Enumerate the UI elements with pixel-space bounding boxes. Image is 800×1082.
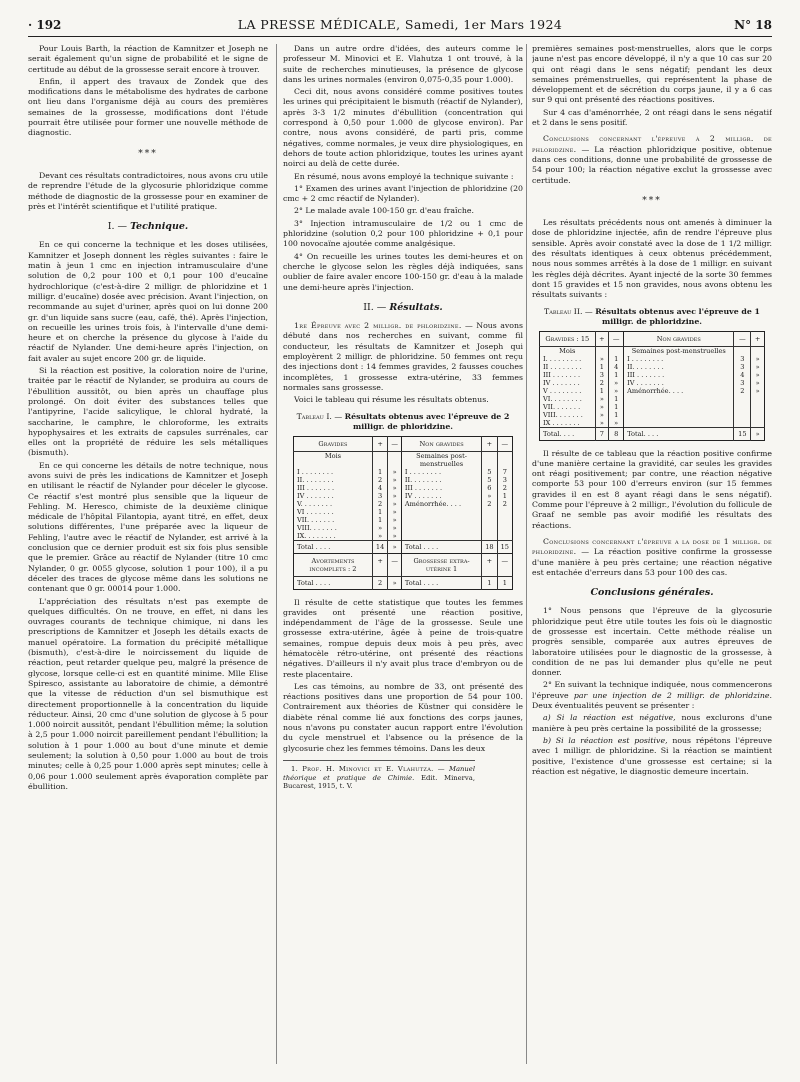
table-cell: 2 [372, 476, 387, 484]
table-cell [751, 411, 765, 419]
table-cell: 1 [609, 371, 624, 379]
paragraph: L'appréciation des résultats n'est pas exempte de quelques difficultés. On ne trouve, en effet, ni dans les ouvrages courants de technique chimique, ni dans les prescriptions de Kamnitzer et Joseph les détails exacts de manuel opératoire. La formation du précipité métallique (bismuth), c'est-à-dire le noircissement du liquide de réaction, peut retarder quelque peu, malgré la présence de glycose, lorsque celle-ci est en quantité minime. Mlle Elise Spiresco, assistante au laboratoire de chimie, a démontré que la vitesse de réduction d'un sel bismuthique est directement proportionnelle à la concentration du liquide réducteur. Ainsi, 20 cmc d'une solution de glycose à 5 pour 1.000 noircit aussitôt, pendant l'ébullition même; la solution à 2,5 pour 1.000 noircit pareillement pendant l'ébullition; la solution à 1 pour 1.000 au bout d'une minute et demie seulement; la solution à 0,50 pour 1.000 au bout de trois minutes; celle à 0,25 pour 1.000 après sept minutes; celle à 0,06 pour 1.000 seulement après évaporation complète par ébullition. [28, 596, 268, 791]
table-cell [624, 395, 734, 403]
paragraph: En ce qui concerne la technique et les doses utilisées, Kamnitzer et Joseph donnent les règles suivantes : faire le matin à jeun 1 cmc en injection intramusculaire d'une solution de 0,2 pour 100 et 0,1 pour 100 d'eucaïne hydrochlorique (c'est-à-dire 2 milligr. de phloridzine et 1 milligr. d'eucaïne) dosée avec précision. Avant l'injection, on recommande au sujet d'uriner, après quoi on lui donne 200 gr. d'un liquide sans sucre (eau, café, thé). Après l'injection, on recueille les urines trois fois, à l'intervalle d'une demi-heure et on cherche la présence du glycose à l'aide du réactif de Nylander. Une demi-heure après l'injection, on fait avaler au sujet encore 200 gr. de liquide. [28, 240, 268, 363]
table-cell: » [609, 379, 624, 387]
table-cell: II. . . . . . . . [624, 363, 734, 371]
table-row [294, 524, 513, 532]
table-row [294, 492, 513, 500]
column-rule-2 [526, 44, 527, 1064]
table-cell: IV . . . . . . . [624, 379, 734, 387]
footnote: 1. Prof. H. Minovici et E. Vlahutza. — Manuel théorique et pratique de Chimie. Edit. Minerva, Bucarest, 1915, t. V. [283, 760, 475, 791]
table-cell: 3 [734, 379, 751, 387]
section-heading-resultats: II. — Résultats. [363, 301, 443, 313]
journal-title: LA PRESSE MÉDICALE, Samedi, 1er Mars 1924 [237, 17, 563, 32]
paragraph: Pour Louis Barth, la réaction de Kamnitzer et Joseph ne serait également qu'un signe de probabilité et le signe de certitude au début de la grossesse serait encore à trouver. [28, 44, 268, 74]
table-cell: » [595, 411, 609, 419]
table-cell: » [388, 516, 402, 524]
table-row [540, 387, 765, 395]
paragraph: Dans un autre ordre d'idées, des auteurs comme le professeur M. Minovici et E. Vlahutza 1 ont trouvé, à la suite de recherches minutieuses, la présence de glycose dans les urines normales (environ 0,075-0,35 pour 1.000). [283, 44, 523, 84]
table-row [294, 476, 513, 484]
table-cell: » [595, 355, 609, 363]
table-cell: IV . . . . . . . [543, 378, 580, 387]
table-cell: 2 [482, 500, 497, 508]
table-cell: » [751, 371, 765, 379]
table-cell: I . . . . . . . . [297, 467, 334, 476]
table-cell: » [388, 492, 402, 500]
paragraph: En résumé, nous avons employé la technique suivante : [294, 171, 514, 181]
paragraph: 1re Épreuve avec 2 milligr. de phloridzine. — Nous avons débuté dans nos recherches en suivant, comme fil conducteur, les résultats de Kamnitzer et Joseph qui employèrent 2 milligr. de phloridzine. 50 femmes ont reçu des injections dont : 14 femmes gravides, 2 fausses couches incomplètes, 1 grossesse extra-utérine, 33 femmes normales sans grossesse. [283, 321, 523, 392]
table-cell [401, 524, 481, 532]
table-2-caption: Tableau II. — Résultats obtenus avec l'épreuve de 1 milligr. de phloridzine. [544, 306, 760, 326]
table-cell: 1 [372, 516, 387, 524]
table-cell: Aménorrhée. . . . [624, 387, 734, 395]
table-cell: VII. . . . . . . [297, 515, 335, 524]
table-cell: » [595, 419, 609, 428]
table-cell: 5 [482, 468, 497, 476]
table-cell [624, 419, 734, 428]
table-cell: » [388, 532, 402, 541]
column-1 [28, 44, 268, 1072]
table-2: Gravides : 15 + — Non gravides — + Mois Semaines post-menstruelles I. . . . . . . . . » 1 I . . . . . . . . 3 » II . . . . . . . . 1 4 II. . . . . . . . 3 » III . . . . . . . 3 1 III . . . . . . . 4 » IV . . . . . . . 2 » IV . . . . . . . 3 » V . . . . . . . . 1 » Aménorrhée. . . . 2 » VI. . . . . . . . » 1 VII. . . . . . . » 1 VIII. . . . . . . » 1 IX . . . . . . . » » Total. . . . 7 8 Total. . . . 15 » [539, 331, 765, 441]
table-cell: » [609, 387, 624, 395]
table-cell: 3 [497, 476, 512, 484]
table-cell: 2 [734, 387, 751, 395]
table-cell [734, 411, 751, 419]
technique-step: 4° On recueille les urines toutes les demi-heures et on cherche le glycose selon les règles déjà indiquées, sans oublier de faire avaler encore 100-150 gr. d'eau à la malade une demi-heure après l'injection. [283, 251, 523, 292]
table-cell [482, 524, 497, 532]
paragraph: 1° Nous pensons que l'épreuve de la glycosurie phloridzique peut être utile toutes les fois où le diagnostic de grossesse est incertain. Cette méthode réalise un progrès sensible, comparée aux autres épreuves de laboratoire utilisées pour le diagnostic de la grossesse, à condition de ne pas lui demander plus qu'elle ne peut donner. [532, 606, 772, 678]
th-gravides: Gravides : 15 [540, 331, 596, 346]
table-cell [751, 395, 765, 403]
table-cell: » [609, 419, 624, 428]
table-cell: I. . . . . . . . . [543, 354, 582, 363]
paragraph: Devant ces résultats contradictoires, nous avons cru utile de reprendre l'étude de la glycosurie phloridzique comme méthode de diagnostic de la grossesse pour en examiner de près et l'intérêt scientifique et l'utilité pratique. [28, 170, 268, 211]
table-row [540, 419, 765, 428]
table-cell: » [595, 403, 609, 411]
table-cell: IV . . . . . . . [297, 491, 334, 500]
table-cell [624, 411, 734, 419]
section-heading-technique: I. — Technique. [107, 221, 189, 233]
paragraph: Les cas témoins, au nombre de 33, ont présenté des réactions positives dans une proportion de 54 pour 100. Contrairement aux théories de Küstner qui considère le diabète rénal comme lié aux fonctions des corps jaunes, nous n'avons pu constater aucun rapport entre l'évolution du cycle menstruel et l'absence ou la présence de la glycosurie chez les femmes témoins. Dans les deux [283, 681, 523, 753]
table-cell [482, 508, 497, 516]
table-cell: I . . . . . . . . [401, 468, 481, 476]
table-cell: 4 [372, 484, 387, 492]
table-row [294, 516, 513, 524]
table-1: Gravides + — Non gravides + — Mois Semaines post-menstruelles I . . . . . . . . 1 » I . . . . . . . . 5 7 II. . . . . . . . 2 » II. . . . . . . . 5 3 III . . . . . . . 4 » III . . . . . . . 6 2 IV . . . . . . . 3 » IV . . . . . . . » 1 V. . . . . . . . 2 » Aménorrhée. . . . 2 2 VI . . . . . . . 1 » VII. . . . . . . 1 » VIII. . . . . . . » » IX. . . . . . . . » » Total . . . . 14 » Total . . . . 18 15 Avortements incomplets : 2 + — Grossesse extra-utérine 1 + — Total . . . . 2 » Total . . . . 1 1 [293, 436, 513, 590]
table-cell: » [372, 524, 387, 532]
table-cell: II. . . . . . . . [401, 476, 481, 484]
table-cell: » [388, 476, 402, 484]
table-cell: » [482, 492, 497, 500]
table-cell [482, 532, 497, 541]
column-2 [283, 44, 523, 1072]
paragraph: Conclusions concernant l'épreuve à 2 milligr. de phloridzine. — La réaction phloridzique positive, obtenue dans ces conditions, donne une probabilité de grossesse de 54 pour 100; la réaction négative exclut la grossesse avec certitude. [532, 134, 772, 185]
table-cell: » [372, 532, 387, 541]
table-cell [734, 419, 751, 428]
table-row [294, 484, 513, 492]
table-cell: » [751, 363, 765, 371]
table-cell: 4 [609, 363, 624, 371]
page-number: · 192 [28, 18, 62, 32]
table-cell: » [751, 387, 765, 395]
paragraph: Les résultats précédents nous ont amenés à diminuer la dose de phloridzine injectée, afin de rendre l'épreuve plus sensible. Après avoir constaté avec la dose de 1 1/2 milligr. des résultats identiques à ceux obtenus précédemment, nous nous sommes arrêtés à la dose de 1 milligr. en suivant les règles déjà décrites. Ayant injecté de la sorte 30 femmes dont 15 gravides et 15 non gravides, nous avons obtenu les résultats suivants : [532, 218, 772, 300]
table-cell [734, 403, 751, 411]
table-cell: 2 [372, 500, 387, 508]
table-cell: IX. . . . . . . . [297, 531, 336, 540]
table-cell: I . . . . . . . . [624, 355, 734, 363]
table-cell: » [388, 468, 402, 476]
asterism: *** [138, 148, 158, 159]
table-cell: 5 [482, 476, 497, 484]
table-cell [401, 508, 481, 516]
table-cell: 3 [734, 363, 751, 371]
table-cell: » [388, 508, 402, 516]
table-cell: III . . . . . . . [297, 483, 335, 492]
table-cell: IX . . . . . . . [543, 418, 580, 427]
table-cell: VI. . . . . . . . [543, 394, 582, 403]
table-cell [401, 516, 481, 524]
table-row [294, 532, 513, 541]
table-cell: 1 [609, 395, 624, 403]
table-cell: 1 [609, 355, 624, 363]
column-rule-1 [276, 44, 277, 1064]
table-cell: 3 [372, 492, 387, 500]
table-cell [497, 516, 512, 524]
section-heading-conclusions: Conclusions générales. [590, 587, 714, 599]
table-cell: 7 [497, 468, 512, 476]
table-cell: » [751, 379, 765, 387]
table-cell [497, 524, 512, 532]
paragraph: Il résulte de ce tableau que la réaction positive confirme d'une manière certaine la gravidité, car seules les gravides ont réagi positivement; par contre, une réaction négative comporte 53 pour 100 d'erreurs environ (sur 15 femmes gravides il en est 8 ayant réagi dans le sens négatif). Comme pour l'épreuve à 2 milligr., l'évolution du follicule de Graaf ne semble pas avoir modifié les résultats des réactions. [532, 448, 772, 530]
paragraph: Sur 4 cas d'aménorrhée, 2 ont réagi dans le sens négatif et 2 dans le sens positif. [532, 107, 772, 128]
table-cell: » [388, 524, 402, 532]
table-cell: 2 [497, 484, 512, 492]
table-row [540, 363, 765, 371]
paragraph: 2° En suivant la technique indiquée, nous commencerons l'épreuve par une injection de 2 milligr. de phloridzine. Deux éventualités peuvent se présenter : [532, 680, 772, 711]
table-cell: 1 [595, 387, 609, 395]
table-cell: 1 [372, 468, 387, 476]
table-cell [751, 419, 765, 428]
table-row [294, 500, 513, 508]
table-cell: 4 [734, 371, 751, 379]
paragraph: Enfin, il appert des travaux de Zondek que des modifications dans le métabolisme des hydrates de carbone ont lieu dans l'organisme déjà au cours des premières semaines de la grossesse, modifications dont l'étude pourrait être utilisée pour former une nouvelle méthode de diagnostic. [28, 76, 268, 138]
table-cell: 3 [595, 371, 609, 379]
paragraph: Ceci dit, nous avons considéré comme positives toutes les urines qui précipitaient le bismuth (réactif de Nylander), après 3-3 1/2 minutes d'ébullition (concentration qui correspond à 0,50 pour 1.000 de glycose environ). Par contre, nous avons considéré, de parti pris, comme négatives, comme normales, je veux dire physiologiques, en dehors de toute action phloridzique, toutes les urines ayant noirci au delà de cette durée. [283, 87, 523, 169]
paragraph: Si la réaction est positive, la coloration noire de l'urine, traitée par le réactif de Nylander, se produira au cours de l'ébullition aussitôt, ou bien après un chauffage plus prolongé. On doit éviter des substances telles que l'antipyrine, l'acide salicylique, le chloral hydraté, la saccharine, le camphre, le chloroforme, les extraits hypophysaires et les extraits de capsules surrénales, car elles ont la propriété de réduire les sels métalliques (bismuth). [28, 366, 268, 458]
table-cell: » [388, 500, 402, 508]
th-non-gravides: Non gravides [624, 331, 734, 346]
table-cell: 1 [497, 492, 512, 500]
table-row [294, 468, 513, 476]
table-cell: 2 [497, 500, 512, 508]
table-cell: » [751, 355, 765, 363]
table-cell: VI . . . . . . . [297, 507, 334, 516]
table-cell: Aménorrhée. . . . [401, 500, 481, 508]
paragraph: En ce qui concerne les détails de notre technique, nous avons suivi de près les indications de Kamnitzer et Joseph en utilisant le réactif de Nylander pour déceler le glycose. Ce réactif s'est montré plus sensible que la liqueur de Fehling. M. Heresco, chimiste de la deuxième clinique médicale de l'hôpital Filantopia, ayant titré, en effet, deux solutions différentes, l'une préparée avec la liqueur de Fehling, l'autre avec le réactif de Nylander, est arrivé à la conclusion que ce dernier produit est six fois plus sensible que le premier. Grâce au réactif de Nylander (titre 10 cmc Nylander, 0 gr. 0055 glycose, solution 1 pour 100), il a pu déceler des traces de glycose même dans les solutions ne contenant que 0 gr. 00014 pour 1.000. [28, 460, 268, 594]
table-cell: 6 [482, 484, 497, 492]
table-cell: V. . . . . . . . [297, 499, 333, 508]
paragraph: b) Si la réaction est positive, nous répétons l'épreuve avec 1 milligr. de phloridzine. Si la réaction se maintient positive, l'existence d'une grossesse est certaine; si la réaction est négative, le diagnostic demeure incertain. [532, 735, 772, 776]
table-cell: 1 [595, 363, 609, 371]
table-cell [751, 403, 765, 411]
table-cell: IV . . . . . . . [401, 492, 481, 500]
paragraph: a) Si la réaction est négative, nous exclurons d'une manière à peu près certaine la possibilité de la grossesse; [532, 713, 772, 733]
table-cell: III . . . . . . . [401, 484, 481, 492]
technique-step: 3° Injection intramusculaire de 1/2 ou 1 cmc de phloridzine (solution 0,2 pour 100 phloridzine + 0,1 pour 100 novocaïne ajoutée comme analgésique. [283, 218, 523, 249]
table-cell: » [595, 395, 609, 403]
technique-step: 2° Le malade avale 100-150 gr. d'eau fraîche. [294, 206, 474, 216]
table-cell [497, 532, 512, 541]
table-cell: 1 [372, 508, 387, 516]
table-row [294, 508, 513, 516]
asterism: *** [642, 195, 662, 206]
paragraph: premières semaines post-menstruelles, alors que le corps jaune n'est pas encore développé, il n'y a que 10 cas sur 20 qui ont réagi dans le sens négatif; pendant les deux semaines prémenstruelles, qui représentent la phase de développement et de sécrétion du corps jaune, il y a 6 cas sur 9 qui ont présenté des réactions positives. [532, 44, 772, 105]
paragraph: Conclusions concernant l'épreuve a la dose de 1 milligr. de phloridzine. — La réaction positive confirme la grossesse d'une manière à peu près certaine; une réaction négative est entachée d'erreurs dans 53 pour 100 des cas. [532, 536, 772, 577]
table-cell: 1 [609, 411, 624, 419]
th-gravides: Gravides [294, 436, 373, 451]
table-cell [624, 403, 734, 411]
table-cell: VIII. . . . . . . [543, 410, 583, 419]
table-cell: II. . . . . . . . [297, 475, 334, 484]
table-cell: III . . . . . . . [624, 371, 734, 379]
table-cell [401, 532, 481, 541]
table-cell: 2 [595, 379, 609, 387]
table-cell: VII. . . . . . . [543, 402, 581, 411]
technique-step: 1° Examen des urines avant l'injection de phloridzine (20 cmc + 2 cmc réactif de Nylander). [283, 183, 523, 204]
table-cell [734, 395, 751, 403]
table-cell [497, 508, 512, 516]
table-cell: 1 [609, 403, 624, 411]
table-row [540, 403, 765, 411]
table-row [540, 379, 765, 387]
table-row [540, 355, 765, 363]
table-1-caption: Tableau I. — Résultats obtenus avec l'épreuve de 2 milligr. de phloridzine. [296, 411, 510, 431]
column-3 [532, 44, 772, 1072]
th-non-gravides: Non gravides [401, 436, 481, 451]
table-cell: 3 [734, 355, 751, 363]
table-cell: III . . . . . . . [543, 370, 581, 379]
table-cell: V . . . . . . . . [543, 386, 582, 395]
table-row [540, 371, 765, 379]
table-row [540, 411, 765, 419]
table-cell [482, 516, 497, 524]
table-row [540, 395, 765, 403]
table-cell: VIII. . . . . . . [297, 523, 337, 532]
issue-number: N° 18 [734, 18, 772, 32]
table-cell: » [388, 484, 402, 492]
paragraph: Il résulte de cette statistique que toutes les femmes gravides ont présenté une réaction positive, indépendamment de l'âge de la grossesse. Seule une grossesse extra-utérine, âgée à peine de trois-quatre semaines, rompue depuis deux mois à peu près, avec hématocèle rétro-utérine, ont présenté des réactions négatives. D'ailleurs il n'y avait plus trace d'embryon ou de reste placentaire. [283, 597, 523, 679]
paragraph: Voici le tableau qui résume les résultats obtenus. [294, 395, 489, 405]
table-cell: II . . . . . . . . [543, 362, 582, 371]
page-header [28, 14, 772, 37]
